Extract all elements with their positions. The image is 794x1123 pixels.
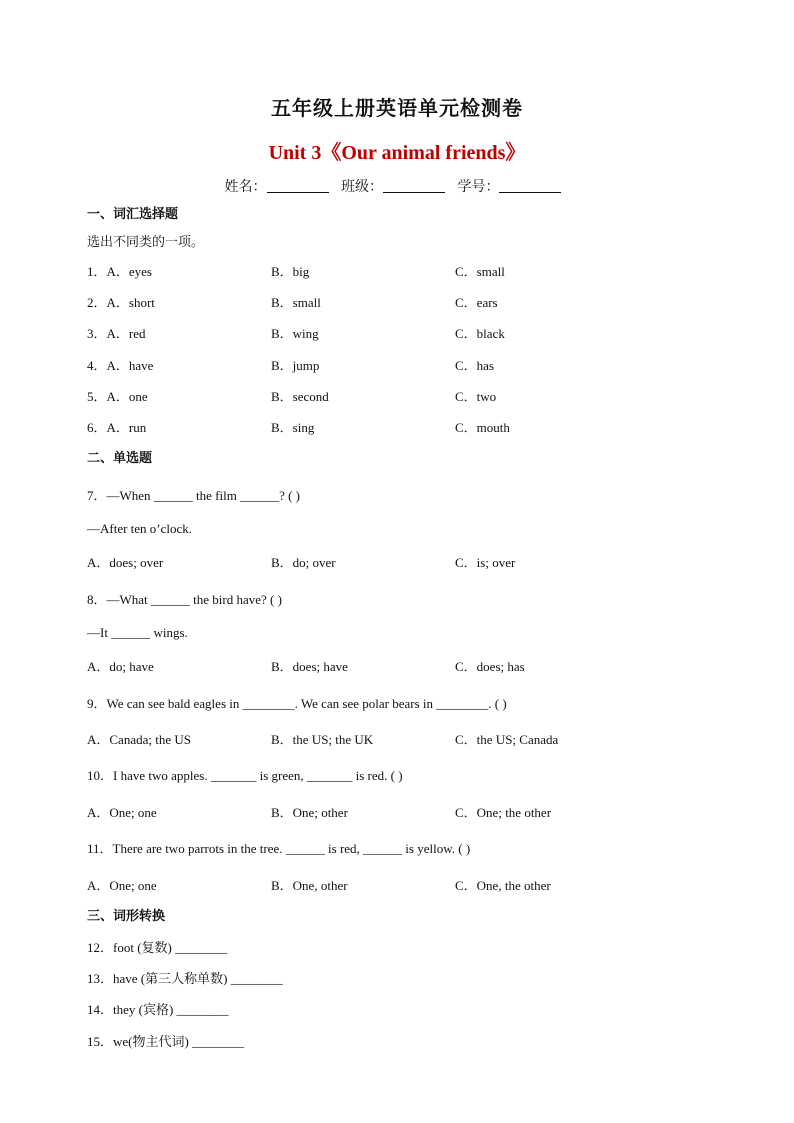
class-blank[interactable] — [383, 178, 445, 193]
option-a[interactable]: A．Canada; the US — [87, 732, 191, 747]
section-instruction: 选出不同类的一项。 — [87, 235, 205, 250]
option-a[interactable]: 1．A．eyes — [87, 264, 152, 279]
option-a[interactable]: A．One; one — [87, 878, 157, 893]
question-stem: 10．I have two apples. _______ is green, _______ is red. ( ) — [87, 768, 403, 783]
question-stem: 7．—When ______ the film ______? ( ) — [87, 488, 301, 503]
option-a[interactable]: 4．A．have — [87, 358, 154, 373]
class-label: 班级： — [341, 179, 383, 195]
word-form-item[interactable]: 15．we(物主代词) ________ — [87, 1034, 245, 1049]
option-b[interactable]: B．jump — [271, 358, 320, 373]
option-c[interactable]: C．black — [455, 326, 505, 341]
name-blank[interactable] — [267, 178, 329, 193]
id-label: 学号： — [457, 179, 500, 195]
option-b[interactable]: B．second — [271, 389, 329, 404]
word-form-item[interactable]: 12．foot (复数) ________ — [87, 940, 228, 955]
question-reply: —It ______ wings. — [87, 625, 188, 640]
option-c[interactable]: C．One, the other — [455, 878, 551, 893]
option-b[interactable]: B．One; other — [271, 805, 348, 820]
option-b[interactable]: B．big — [271, 264, 310, 279]
section-heading: 二、单选题 — [87, 451, 153, 466]
option-c[interactable]: C．small — [455, 264, 505, 279]
option-b[interactable]: B．small — [271, 295, 321, 310]
page-title: 五年级上册英语单元检测卷 — [271, 96, 523, 120]
option-c[interactable]: C．One; the other — [455, 805, 552, 820]
question-stem: 8．—What ______ the bird have? ( ) — [87, 592, 282, 607]
option-a[interactable]: 3．A．red — [87, 326, 146, 341]
option-c[interactable]: C．has — [455, 358, 495, 373]
name-label: 姓名： — [224, 179, 267, 195]
option-c[interactable]: C．ears — [455, 295, 498, 310]
word-form-item[interactable]: 13．have (第三人称单数) ________ — [87, 971, 283, 986]
option-b[interactable]: B．do; over — [271, 555, 336, 570]
option-a[interactable]: A．does; over — [87, 555, 164, 570]
option-a[interactable]: A．One; one — [87, 805, 157, 820]
option-c[interactable]: C．does; has — [455, 659, 525, 674]
option-c[interactable]: C．the US; Canada — [455, 732, 559, 747]
option-a[interactable]: 5．A．one — [87, 389, 148, 404]
question-reply: —After ten o’clock. — [87, 521, 193, 536]
option-a[interactable]: A．do; have — [87, 659, 154, 674]
option-c[interactable]: C．mouth — [455, 420, 510, 435]
student-info — [0, 176, 794, 196]
option-b[interactable]: B．wing — [271, 326, 319, 341]
word-form-item[interactable]: 14．they (宾格) ________ — [87, 1002, 229, 1017]
option-a[interactable]: 6．A．run — [87, 420, 147, 435]
unit-subtitle: Unit 3《Our animal friends》 — [268, 142, 526, 164]
question-stem: 9．We can see bald eagles in ________. We can see polar bears in ________. ( ) — [87, 696, 507, 711]
option-c[interactable]: C．two — [455, 389, 497, 404]
option-b[interactable]: B．sing — [271, 420, 315, 435]
option-b[interactable]: B．One, other — [271, 878, 348, 893]
section-heading: 一、词汇选择题 — [87, 207, 179, 222]
question-stem: 11．There are two parrots in the tree. ______ is red, ______ is yellow. ( ) — [87, 841, 471, 856]
option-b[interactable]: B．the US; the UK — [271, 732, 374, 747]
option-c[interactable]: C．is; over — [455, 555, 516, 570]
option-a[interactable]: 2．A．short — [87, 295, 155, 310]
section-heading: 三、词形转换 — [87, 909, 166, 924]
id-blank[interactable] — [499, 178, 561, 193]
option-b[interactable]: B．does; have — [271, 659, 348, 674]
